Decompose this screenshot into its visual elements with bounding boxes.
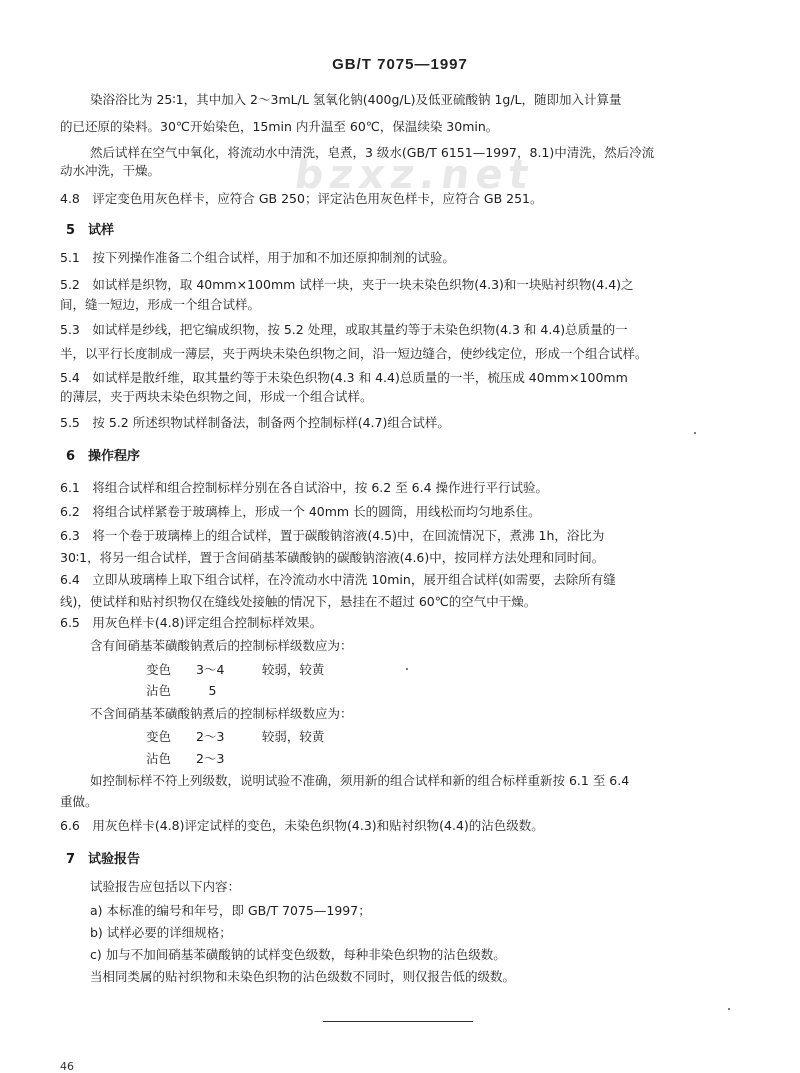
body-line: b) 试样必要的详细规格； — [90, 925, 232, 940]
body-line: 6.5 用灰色样卡(4.8)评定组合控制标样效果。 — [60, 615, 323, 630]
body-line: 试验报告应包括以下内容： — [90, 879, 241, 894]
body-line: 线)，使试样和贴衬织物仅在缝线处接触的情况下，悬挂在不超过 60℃的空气中干燥。 — [60, 594, 537, 609]
body-line: 5.5 按 5.2 所述织物试样制备法，制备两个控制标样(4.7)组合试样。 — [60, 415, 450, 430]
body-line: 变色 2～3 较弱，较黄 — [146, 729, 325, 744]
body-line: 5.2 如试样是织物，取 40mm×100mm 试样一块，夹于一块未染色织物(4.3)和一块贴衬织物(4.4)之 — [60, 277, 634, 292]
body-line: 沾色 5 — [146, 683, 217, 698]
body-line: 不含间硝基苯磺酸钠煮后的控制标样级数应为： — [90, 706, 353, 721]
body-line: 6.3 将一个卷于玻璃棒上的组合试样，置于碳酸钠溶液(4.5)中，在回流情况下，煮沸 1h，浴比为 — [60, 528, 605, 543]
body-line: 6.1 将组合试样和组合控制标样分别在各自试浴中，按 6.2 至 6.4 操作进行平行试验。 — [60, 480, 549, 495]
body-line: 然后试样在空气中氧化，将流动水中清洗，皂煮，3 级水(GB/T 6151—1997，8.1)中清洗，然后冷流 — [90, 145, 655, 160]
body-line: 含有间硝基苯磺酸钠煮后的控制标样级数应为： — [90, 638, 353, 653]
section-heading: 7 试验报告 — [66, 852, 141, 867]
watermark: bzxz.net — [291, 152, 538, 198]
body-line: 30∶1，将另一组合试样，置于含间硝基苯磺酸钠的碳酸钠溶液(4.6)中，按同样方法处理和同时间。 — [60, 550, 605, 565]
body-line: 动水冲洗，干燥。 — [60, 163, 161, 178]
body-line: 4.8 评定变色用灰色样卡，应符合 GB 250；评定沾色用灰色样卡，应符合 GB 251。 — [60, 191, 543, 206]
body-line: 6.6 用灰色样卡(4.8)评定试样的变色，未染色织物(4.3)和贴衬织物(4.4)的沾色级数。 — [60, 818, 544, 833]
section-heading: 5 试样 — [66, 223, 115, 238]
body-line: 6.4 立即从玻璃棒上取下组合试样，在冷流动水中清洗 10min，展开组合试样(如需要，去除所有缝 — [60, 572, 616, 587]
footer-rule — [323, 1021, 473, 1022]
scan-speck — [728, 1008, 730, 1010]
body-line: 染浴浴比为 25∶1，其中加入 2～3mL/L 氢氧化钠(400g/L)及低亚硫酸钠 1g/L，随即加入计算量 — [90, 92, 622, 107]
page-number: 46 — [60, 1060, 74, 1073]
body-line: 5.1 按下列操作准备二个组合试样，用于加和不加还原抑制剂的试验。 — [60, 250, 455, 265]
body-line: 5.3 如试样是纱线，把它编成织物，按 5.2 处理，或取其量约等于未染色织物(4.3 和 4.4)总质量的一 — [60, 322, 628, 337]
scan-speck — [406, 668, 408, 670]
section-heading: 6 操作程序 — [66, 449, 141, 464]
body-line: 间，缝一短边，形成一个组合试样。 — [60, 297, 261, 312]
body-line: 的薄层，夹于两块未染色织物之间，形成一个组合试样。 — [60, 389, 373, 404]
body-line: 变色 3～4 较弱，较黄 — [146, 662, 325, 677]
body-line: 沾色 2～3 — [146, 751, 225, 766]
body-line: 当相同类属的贴衬织物和未染色织物的沾色级数不同时，则仅报告低的级数。 — [90, 969, 516, 984]
page-header: GB/T 7075—1997 — [332, 56, 468, 73]
body-line: 半，以平行长度制成一薄层，夹于两块未染色织物之间，沿一短边缝合，使纱线定位，形成一个组合试样。 — [60, 346, 648, 361]
body-line: 的已还原的染料。30℃开始染色，15min 内升温至 60℃，保温续染 30min。 — [60, 119, 499, 134]
body-line: 如控制标样不符上列级数，说明试验不准确，须用新的组合试样和新的组合标样重新按 6.1 至 6.4 — [90, 773, 630, 788]
body-line: a) 本标准的编号和年号，即 GB/T 7075—1997； — [90, 903, 371, 918]
body-line: c) 加与不加间硝基苯磺酸钠的试样变色级数，每种非染色织物的沾色级数。 — [90, 947, 506, 962]
body-line: 5.4 如试样是散纤维，取其量约等于未染色织物(4.3 和 4.4)总质量的一半，梳压成 40mm×100mm — [60, 370, 628, 385]
scan-speck — [694, 432, 696, 434]
body-line: 6.2 将组合试样紧卷于玻璃棒上，形成一个 40mm 长的圆筒，用线松而均匀地系住。 — [60, 504, 541, 519]
body-line: 重做。 — [60, 794, 98, 809]
